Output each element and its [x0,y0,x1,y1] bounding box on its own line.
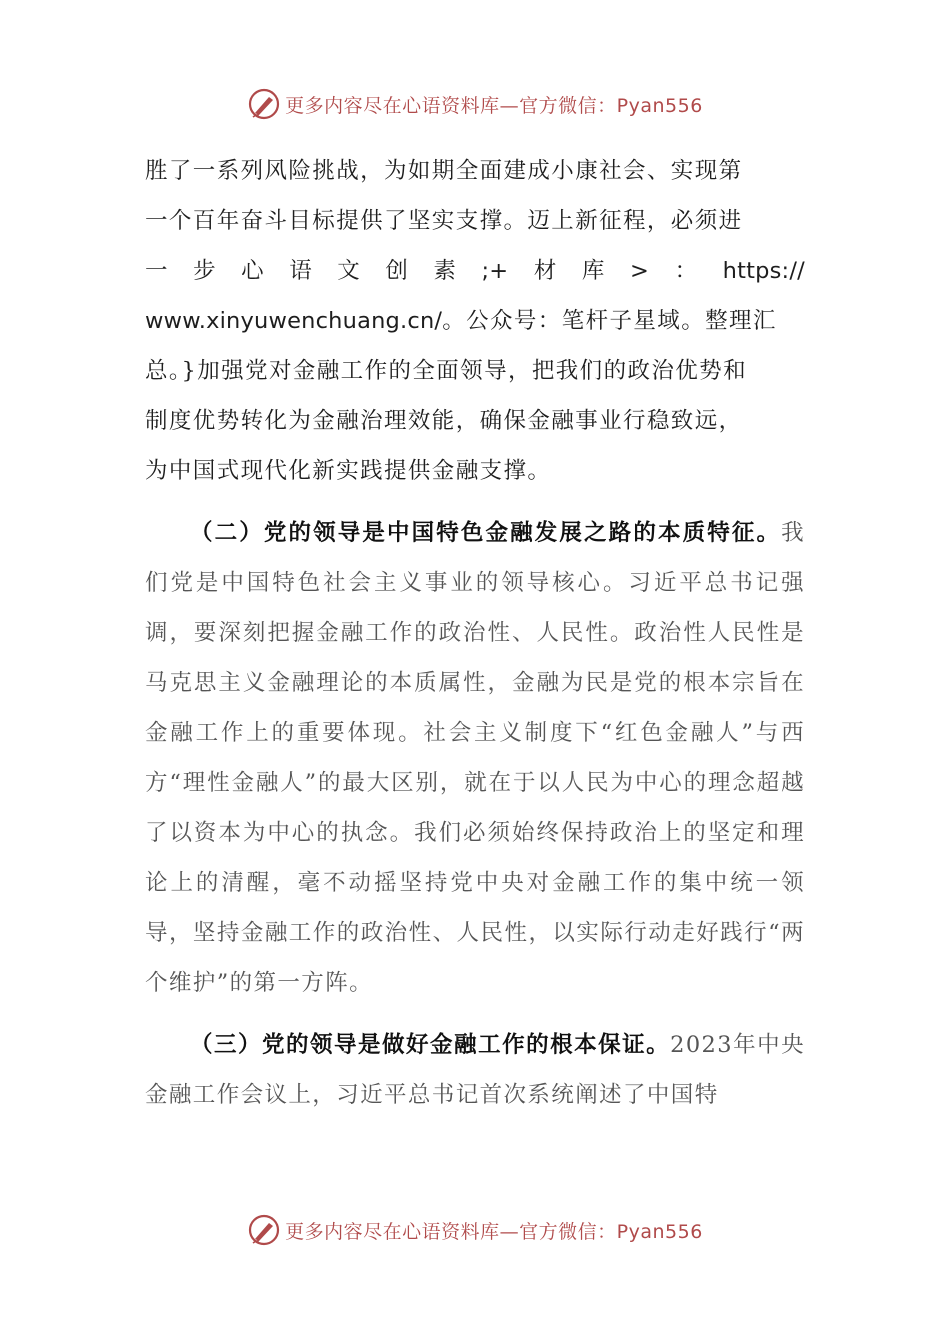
text-line: www.xinyuwenchuang.cn/。公众号：笔杆子星域。整理汇 [145,308,777,334]
wechat-id: Pyan556 [616,1220,703,1243]
paragraph-2-body: 我们党是中国特色社会主义事业的领导核心。习近平总书记强调，要深刻把握金融工作的政治性、人民性。政治性人民性是马克思主义金融理论的本质属性，金融为民是党的根本宗旨在金融工作上的重要体现。社会主义制度下“红色金融人”与西方“理性金融人”的最大区别，就在于以人民为中心的理念超越了以资本为中心的执念。我们必须始终保持政治上的坚定和理论上的清醒，毫不动摇坚持党中央对金融工作的集中统一领导，坚持金融工作的政治性、人民性，以实际行动走好践行“两个维护”的第一方阵。 [145,520,805,996]
spaced-char: 素 [433,258,456,284]
footer-banner [0,1210,950,1250]
text-line: 总。}加强党对金融工作的全面领导，把我们的政治优势和 [145,358,747,384]
wechat-id: Pyan556 [616,94,703,117]
text-line: 制度优势转化为金融治理效能，确保金融事业行稳致远， [145,408,743,434]
section-heading-2: （二）党的领导是中国特色金融发展之路的本质特征。 [190,520,782,546]
spaced-char: 库 [581,258,605,284]
banner-text: 更多内容尽在心语资料库—官方微信：Pyan556 [285,1220,703,1243]
spaced-char: 步 [193,258,216,284]
spaced-char: 语 [289,258,312,284]
text-line: 胜了一系列风险挑战，为如期全面建成小康社会、实现第 [145,158,743,184]
source-url: www.xinyuwenchuang.cn/ [145,308,443,334]
spaced-char: 材 [533,258,557,284]
banner-text: 更多内容尽在心语资料库—官方微信：Pyan556 [285,94,703,117]
spaced-char: 一 [145,258,168,284]
spaced-char: ： [674,258,698,284]
text-line-spaced [145,246,805,296]
paragraph-3 [145,1020,805,1120]
spaced-char: 文 [337,258,360,284]
spaced-char: ;+ [481,258,509,284]
section-heading-3: （三）党的领导是做好金融工作的根本保证。 [190,1032,671,1058]
spaced-char: 创 [385,258,408,284]
text-line: 一个百年奋斗目标提供了坚实支撑。迈上新征程，必须进 [145,208,743,234]
paragraph-2 [145,508,805,1008]
document-body [145,146,805,1120]
pen-logo-icon [247,87,281,121]
header-banner [0,84,950,124]
paragraph-3-body: 2023年中央金融工作会议上，习近平总书记首次系统阐述了中国特 [145,1032,805,1108]
spaced-char: > [629,258,650,284]
text-line: 为中国式现代化新实践提供金融支撑。 [145,458,552,484]
spaced-char: 心 [241,258,264,284]
spaced-char: https:// [722,258,805,284]
pen-logo-icon [247,1213,281,1247]
paragraph-1 [145,146,805,496]
